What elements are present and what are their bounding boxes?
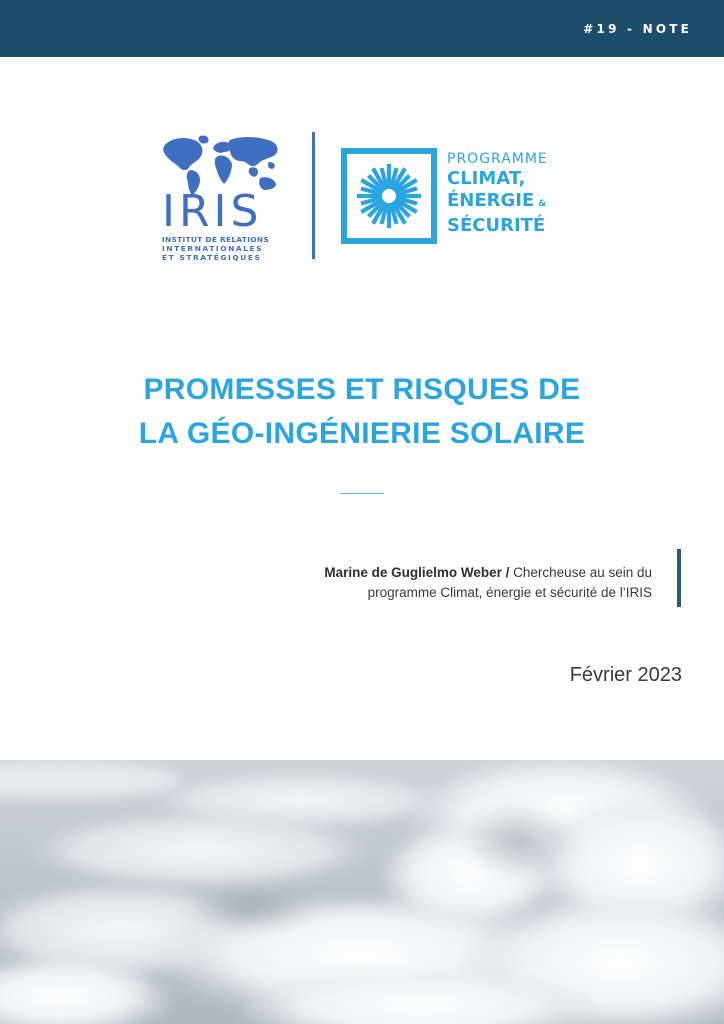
issue-label: #19 - NOTE — [583, 22, 692, 36]
programme-logo-text — [447, 150, 548, 237]
programme-climat: CLIMAT, — [447, 168, 526, 189]
author-role-1: Chercheuse au sein du — [509, 565, 652, 580]
iris-subtitle-line: ET STRATÉGIQUES — [162, 253, 262, 262]
author-line-1 — [232, 563, 652, 583]
document-title — [0, 368, 724, 456]
programme-energie-line — [447, 190, 548, 215]
title-line-2: LA GÉO-INGÉNIERIE SOLAIRE — [138, 417, 586, 450]
author-role-2: programme Climat, énergie et sécurité de l’IRIS — [367, 585, 652, 600]
iris-logo — [160, 132, 284, 262]
author-block — [232, 563, 652, 603]
iris-subtitle-line: INSTITUT DE RELATIONS — [162, 235, 269, 244]
logo-divider — [312, 132, 315, 259]
author-name: Marine de Guglielmo Weber / — [324, 565, 510, 580]
iris-subtitle-line: INTERNATIONALES — [162, 244, 264, 253]
top-header-band — [0, 0, 724, 57]
programme-ampersand: & — [538, 199, 547, 209]
programme-energie: ÉNERGIE — [447, 190, 535, 211]
author-accent-bar — [677, 549, 681, 607]
iris-wordmark: IRIS — [162, 186, 263, 237]
clouds-photo — [0, 760, 724, 1024]
publication-date: Février 2023 — [569, 664, 682, 686]
programme-securite: SÉCURITÉ — [447, 215, 546, 236]
title-underline — [340, 493, 384, 494]
programme-logo-box — [341, 148, 437, 244]
programme-label: PROGRAMME — [447, 151, 548, 167]
title-line-1: PROMESSES ET RISQUES DE — [143, 373, 581, 406]
sunburst-icon — [353, 160, 425, 232]
